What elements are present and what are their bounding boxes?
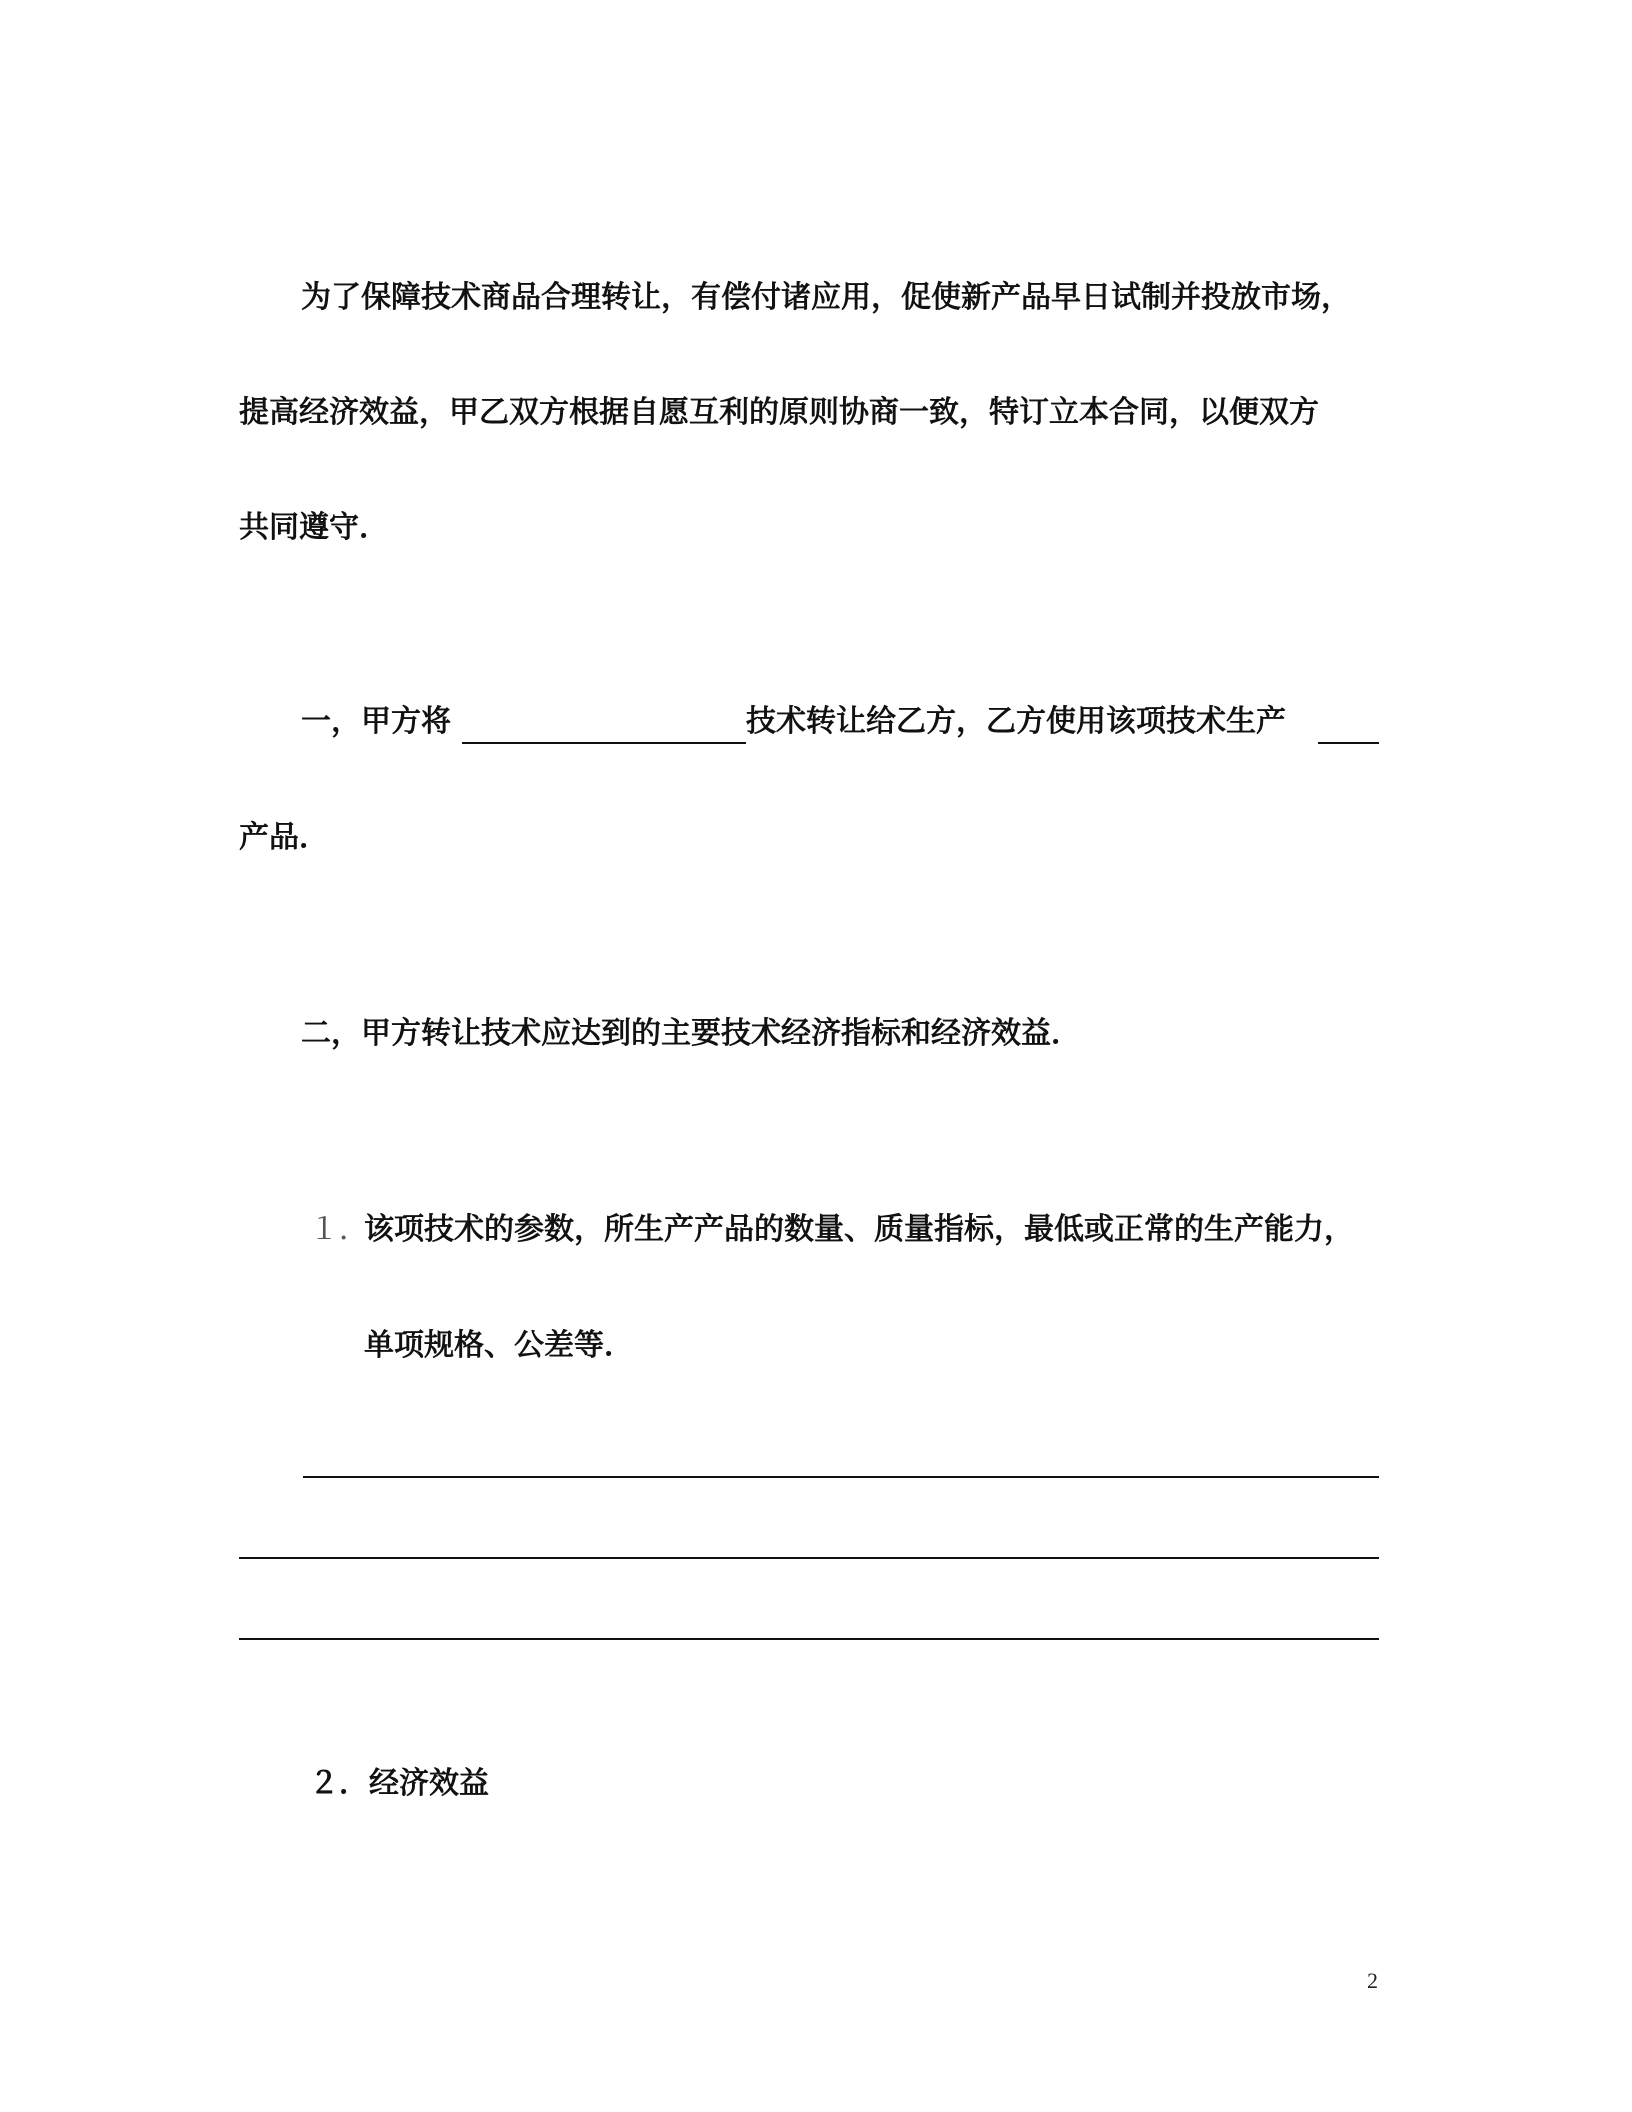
- clause-1-lead: 一，甲方将: [301, 704, 451, 739]
- intro-line-1: 为了保障技术商品合理转让，有偿付诸应用，促使新产品早日试制并投放市场，: [301, 280, 1351, 315]
- intro-line-3: 共同遵守．: [239, 510, 389, 545]
- intro-line-2: 提高经济效益，甲乙双方根据自愿互利的原则协商一致，特订立本合同，以便双方: [239, 395, 1319, 430]
- clause-2-heading: 二，甲方转让技术应达到的主要技术经济指标和经济效益．: [301, 1016, 1081, 1051]
- page-number: 2: [1367, 1968, 1378, 1993]
- fill-in-line-3[interactable]: [239, 1638, 1379, 1640]
- fill-in-line-1[interactable]: [303, 1476, 1379, 1478]
- blank-product-name[interactable]: [1318, 742, 1379, 744]
- item-1-line-1: 该项技术的参数，所生产产品的数量、质量指标，最低或正常的生产能力，: [364, 1212, 1354, 1247]
- clause-1-line-2: 产品．: [239, 820, 329, 855]
- blank-technology-name[interactable]: [462, 742, 746, 744]
- clause-1-middle: 技术转让给乙方，乙方使用该项技术生产: [746, 704, 1286, 739]
- item-1-line-2: 单项规格、公差等．: [364, 1328, 634, 1363]
- item-2-heading: ２．经济效益: [309, 1766, 489, 1801]
- fill-in-line-2[interactable]: [239, 1557, 1379, 1559]
- item-1-number: １．: [309, 1212, 369, 1247]
